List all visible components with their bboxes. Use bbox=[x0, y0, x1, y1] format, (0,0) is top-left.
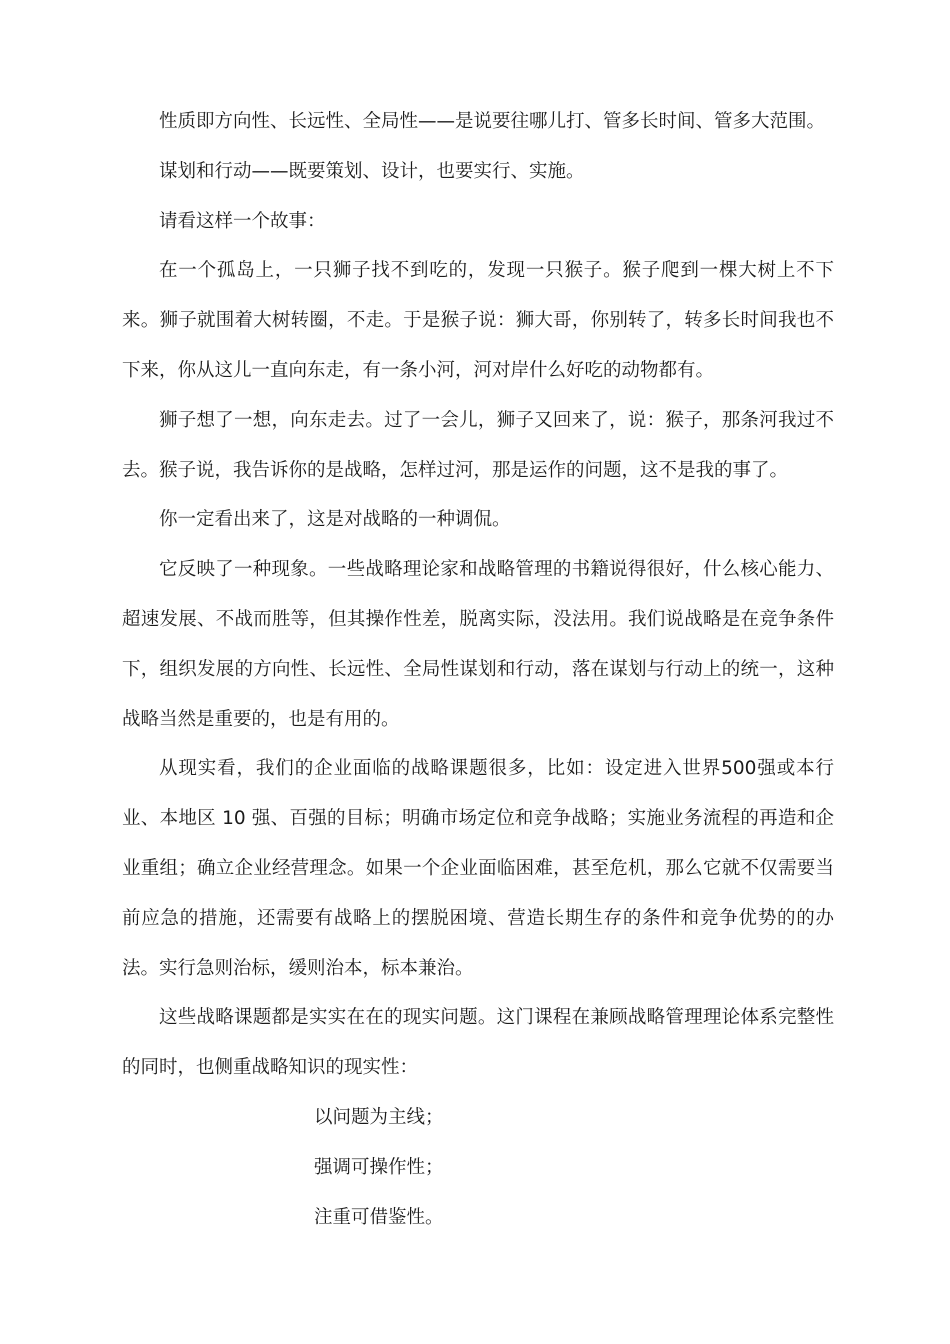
paragraph-phenomenon: 它反映了一种现象。一些战略理论家和战略管理的书籍说得很好，什么核心能力、超速发展、不战而胜等，但其操作性差，脱离实际，没法用。我们说战略是在竞争条件下，组织发展的方向性、长远性、全局性谋划和行动，落在谋划与行动上的统一，这种战略当然是重要的，也是有用的。 bbox=[122, 559, 834, 730]
list-item-problem-mainline: 以问题为主线； bbox=[314, 1106, 444, 1128]
paragraph-nature-definition: 性质即方向性、长远性、全局性——是说要往哪儿打、管多长时间、管多大范围。 bbox=[159, 111, 826, 132]
paragraph-story-intro: 请看这样一个故事： bbox=[159, 210, 326, 232]
paragraph-story-river: 狮子想了一想，向东走去。过了一会儿，狮子又回来了，说：猴子，那条河我过不去。猴子说，我告诉你的是战略，怎样过河，那是运作的问题，这不是我的事了。 bbox=[122, 409, 834, 481]
document-body bbox=[122, 97, 834, 1242]
paragraph-satire: 你一定看出来了，这是对战略的一种调侃。 bbox=[159, 509, 511, 531]
list-item-referability: 注重可借鉴性。 bbox=[314, 1206, 444, 1228]
list-item-operability: 强调可操作性； bbox=[314, 1156, 444, 1178]
paragraph-reality: 从现实看，我们的企业面临的战略课题很多，比如：设定进入世界500强或本行业、本地区 10 强、百强的目标；明确市场定位和竞争战略；实施业务流程的再造和企业重组；确立企业经营理念。如果一个企业面临困难，甚至危机，那么它就不仅需要当前应急的措施，还需要有战略上的摆脱困境、营造长期生存的条件和竞争优势的的办法。实行急则治标，缓则治本，标本兼治。 bbox=[122, 758, 834, 979]
paragraph-course-focus: 这些战略课题都是实实在在的现实问题。这门课程在兼顾战略管理理论体系完整性的同时，也侧重战略知识的现实性： bbox=[122, 1007, 834, 1079]
paragraph-planning-action: 谋划和行动——既要策划、设计，也要实行、实施。 bbox=[159, 160, 585, 182]
paragraph-story-lion-monkey: 在一个孤岛上，一只狮子找不到吃的，发现一只猴子。猴子爬到一棵大树上不下来。狮子就围着大树转圈，不走。于是猴子说：狮大哥，你别转了，转多长时间我也不下来，你从这儿一直向东走，有一条小河，河对岸什么好吃的动物都有。 bbox=[122, 260, 834, 381]
